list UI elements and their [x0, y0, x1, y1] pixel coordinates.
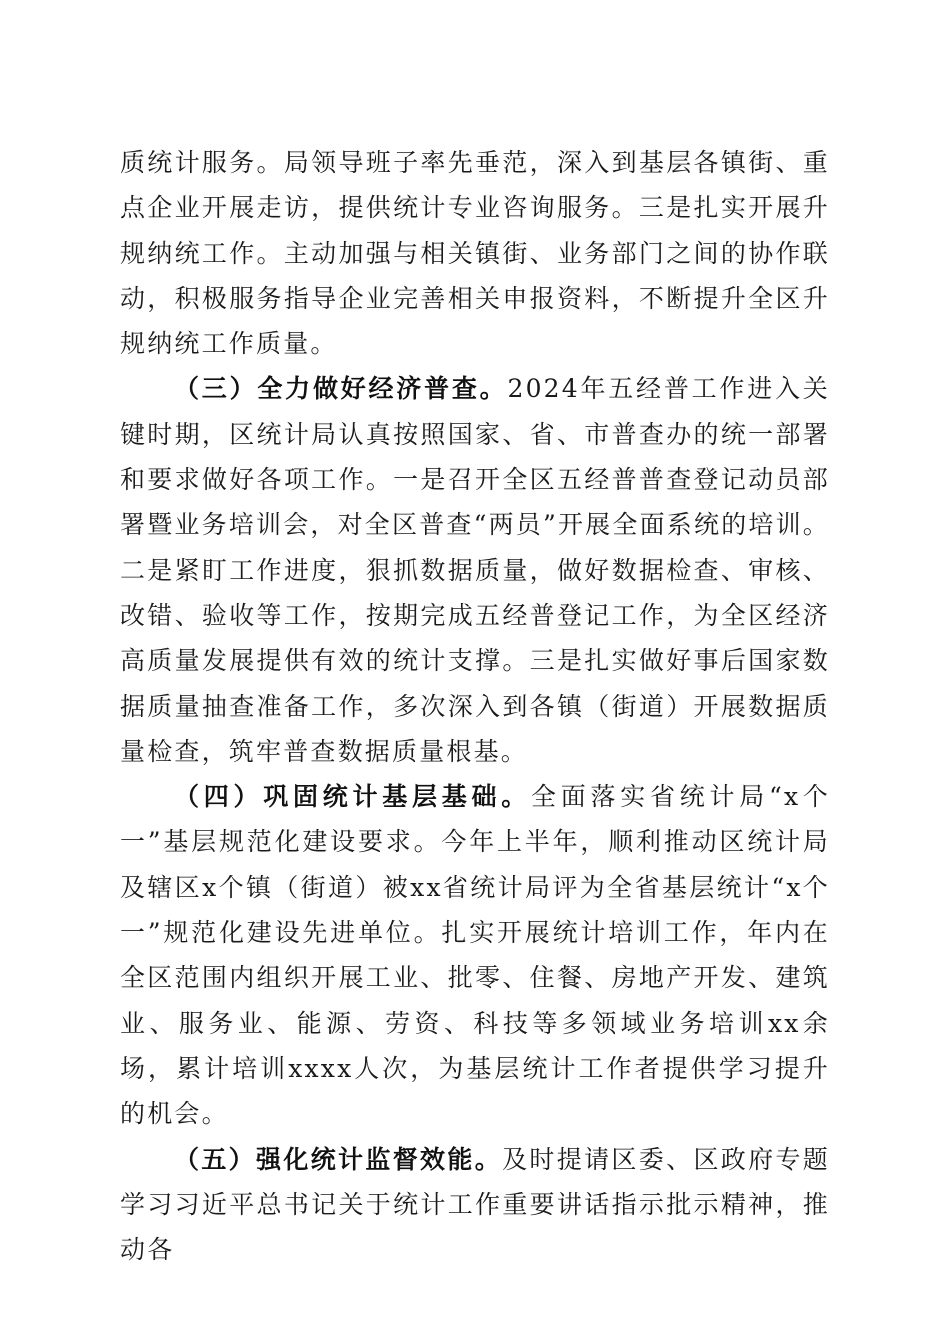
paragraph-section-3: [120, 366, 830, 774]
paragraph-section-4: [120, 774, 830, 1136]
paragraph-body: 及时提请区委、区政府专题学习习近平总书记关于统计工作重要讲话指示批示精神，推动各: [120, 1144, 831, 1265]
document-body: [120, 140, 830, 1272]
section-heading: （三）全力做好经济普查。: [174, 374, 508, 404]
paragraph-continuation: [120, 140, 830, 366]
section-heading: （五）强化统计监督效能。: [174, 1144, 503, 1174]
section-heading: （四）巩固统计基层基础。: [174, 782, 531, 812]
paragraph-body: 2024年五经普工作进入关键时期，区统计局认真按照国家、省、市普查办的统一部署和要求做好各项工作。一是召开全区五经普普查登记动员部署暨业务培训会，对全区普查“两员”开展全面系统的培训。二是紧盯工作进度，狠抓数据质量，做好数据检查、审核、改错、验收等工作，按期完成五经普登记工作，为全区经济高质量发展提供有效的统计支撑。三是扎实做好事后国家数据质量抽查准备工作，多次深入到各镇（街道）开展数据质量检查，筑牢普查数据质量根基。: [120, 374, 830, 766]
paragraph-body: 质统计服务。局领导班子率先垂范，深入到基层各镇街、重点企业开展走访，提供统计专业咨询服务。三是扎实开展升规纳统工作。主动加强与相关镇街、业务部门之间的协作联动，积极服务指导企业完善相关申报资料，不断提升全区升规纳统工作质量。: [120, 148, 830, 359]
paragraph-body: 全面落实省统计局“x个一”基层规范化建设要求。今年上半年，顺利推动区统计局及辖区x个镇（街道）被xx省统计局评为全省基层统计“x个一”规范化建设先进单位。扎实开展统计培训工作，年内在全区范围内组织开展工业、批零、住餐、房地产开发、建筑业、服务业、能源、劳资、科技等多领域业务培训xx余场，累计培训xxxx人次，为基层统计工作者提供学习提升的机会。: [120, 782, 830, 1129]
paragraph-section-5: [120, 1137, 830, 1273]
